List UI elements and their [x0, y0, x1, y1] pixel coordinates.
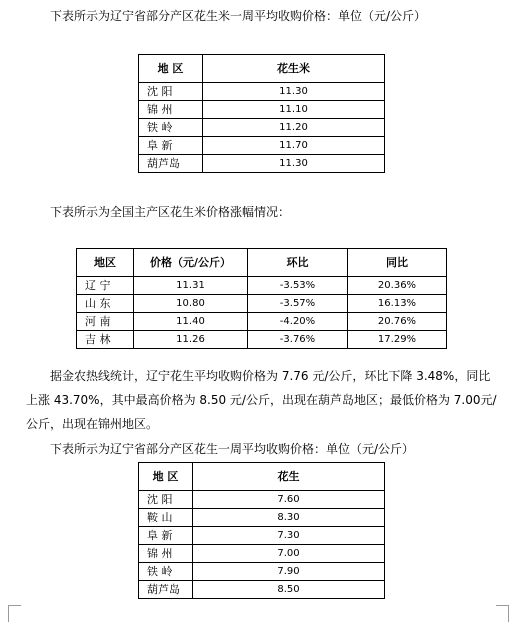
- table-row: [139, 83, 385, 101]
- region-cell: 锦 州: [139, 545, 193, 563]
- price-cell: 8.30: [193, 509, 385, 527]
- header-price: 价格（元/公斤）: [134, 249, 248, 277]
- yoy-cell: 16.13%: [348, 295, 447, 313]
- table-row: [77, 277, 447, 295]
- price-cell: 11.70: [203, 137, 385, 155]
- price-cell: 11.30: [203, 155, 385, 173]
- price-cell: 8.50: [193, 581, 385, 599]
- table-row: [139, 509, 385, 527]
- region-cell: 鞍 山: [139, 509, 193, 527]
- region-cell: 铁 岭: [139, 563, 193, 581]
- intro-text-3: 下表所示为辽宁省部分产区花生一周平均收购价格：单位（元/公斤）: [50, 442, 415, 456]
- price-cell: 11.40: [134, 313, 248, 331]
- summary-paragraph: 据金农热线统计，辽宁花生平均收购价格为 7.76 元/公斤，环比下降 3.48%，同比上涨 43.70%，其中最高价格为 8.50 元/公斤，出现在葫芦岛地区；最低价格为 7.00元/公斤，出现在锦州地区。: [26, 369, 497, 431]
- table-row: [77, 295, 447, 313]
- yoy-cell: 17.29%: [348, 331, 447, 349]
- intro-text-1: 下表所示为辽宁省部分产区花生米一周平均收购价格：单位（元/公斤）: [50, 9, 427, 23]
- table-header-row: [77, 249, 447, 277]
- header-region: 地 区: [139, 55, 203, 83]
- mom-cell: -3.57%: [248, 295, 348, 313]
- table-row: [139, 119, 385, 137]
- table-row: [77, 313, 447, 331]
- header-region: 地区: [77, 249, 134, 277]
- header-peanut: 花生: [193, 463, 385, 491]
- region-cell: 沈 阳: [139, 491, 193, 509]
- price-cell: 7.30: [193, 527, 385, 545]
- table-row: [139, 527, 385, 545]
- region-cell: 山 东: [77, 295, 134, 313]
- price-cell: 7.00: [193, 545, 385, 563]
- mom-cell: -3.53%: [248, 277, 348, 295]
- region-cell: 阜 新: [139, 527, 193, 545]
- price-cell: 11.31: [134, 277, 248, 295]
- price-cell: 11.30: [203, 83, 385, 101]
- table-liaoning-peanut: [138, 462, 385, 599]
- table-liaoning-peanut-kernel: [138, 54, 385, 173]
- header-peanut-kernel: 花生米: [203, 55, 385, 83]
- table-row: [77, 331, 447, 349]
- region-cell: 阜 新: [139, 137, 203, 155]
- header-yoy: 同比: [348, 249, 447, 277]
- region-cell: 葫芦岛: [139, 581, 193, 599]
- region-cell: 河 南: [77, 313, 134, 331]
- table-header-row: [139, 55, 385, 83]
- price-cell: 7.90: [193, 563, 385, 581]
- page-corner-mark-left: [8, 605, 21, 622]
- table-row: [139, 581, 385, 599]
- header-mom: 环比: [248, 249, 348, 277]
- table-row: [139, 155, 385, 173]
- intro-text-2: 下表所示为全国主产区花生米价格涨幅情况：: [50, 205, 291, 219]
- table-row: [139, 563, 385, 581]
- table-row: [139, 101, 385, 119]
- mom-cell: -4.20%: [248, 313, 348, 331]
- region-cell: 铁 岭: [139, 119, 203, 137]
- table-header-row: [139, 463, 385, 491]
- header-region: 地 区: [139, 463, 193, 491]
- region-cell: 吉 林: [77, 331, 134, 349]
- region-cell: 锦 州: [139, 101, 203, 119]
- region-cell: 辽 宁: [77, 277, 134, 295]
- price-cell: 7.60: [193, 491, 385, 509]
- price-cell: 10.80: [134, 295, 248, 313]
- table-national-price-change: [76, 248, 447, 349]
- yoy-cell: 20.36%: [348, 277, 447, 295]
- table-row: [139, 545, 385, 563]
- region-cell: 沈 阳: [139, 83, 203, 101]
- price-cell: 11.20: [203, 119, 385, 137]
- table-row: [139, 491, 385, 509]
- mom-cell: -3.76%: [248, 331, 348, 349]
- region-cell: 葫芦岛: [139, 155, 203, 173]
- table-row: [139, 137, 385, 155]
- yoy-cell: 20.76%: [348, 313, 447, 331]
- page-corner-mark-right: [496, 605, 509, 622]
- price-cell: 11.26: [134, 331, 248, 349]
- price-cell: 11.10: [203, 101, 385, 119]
